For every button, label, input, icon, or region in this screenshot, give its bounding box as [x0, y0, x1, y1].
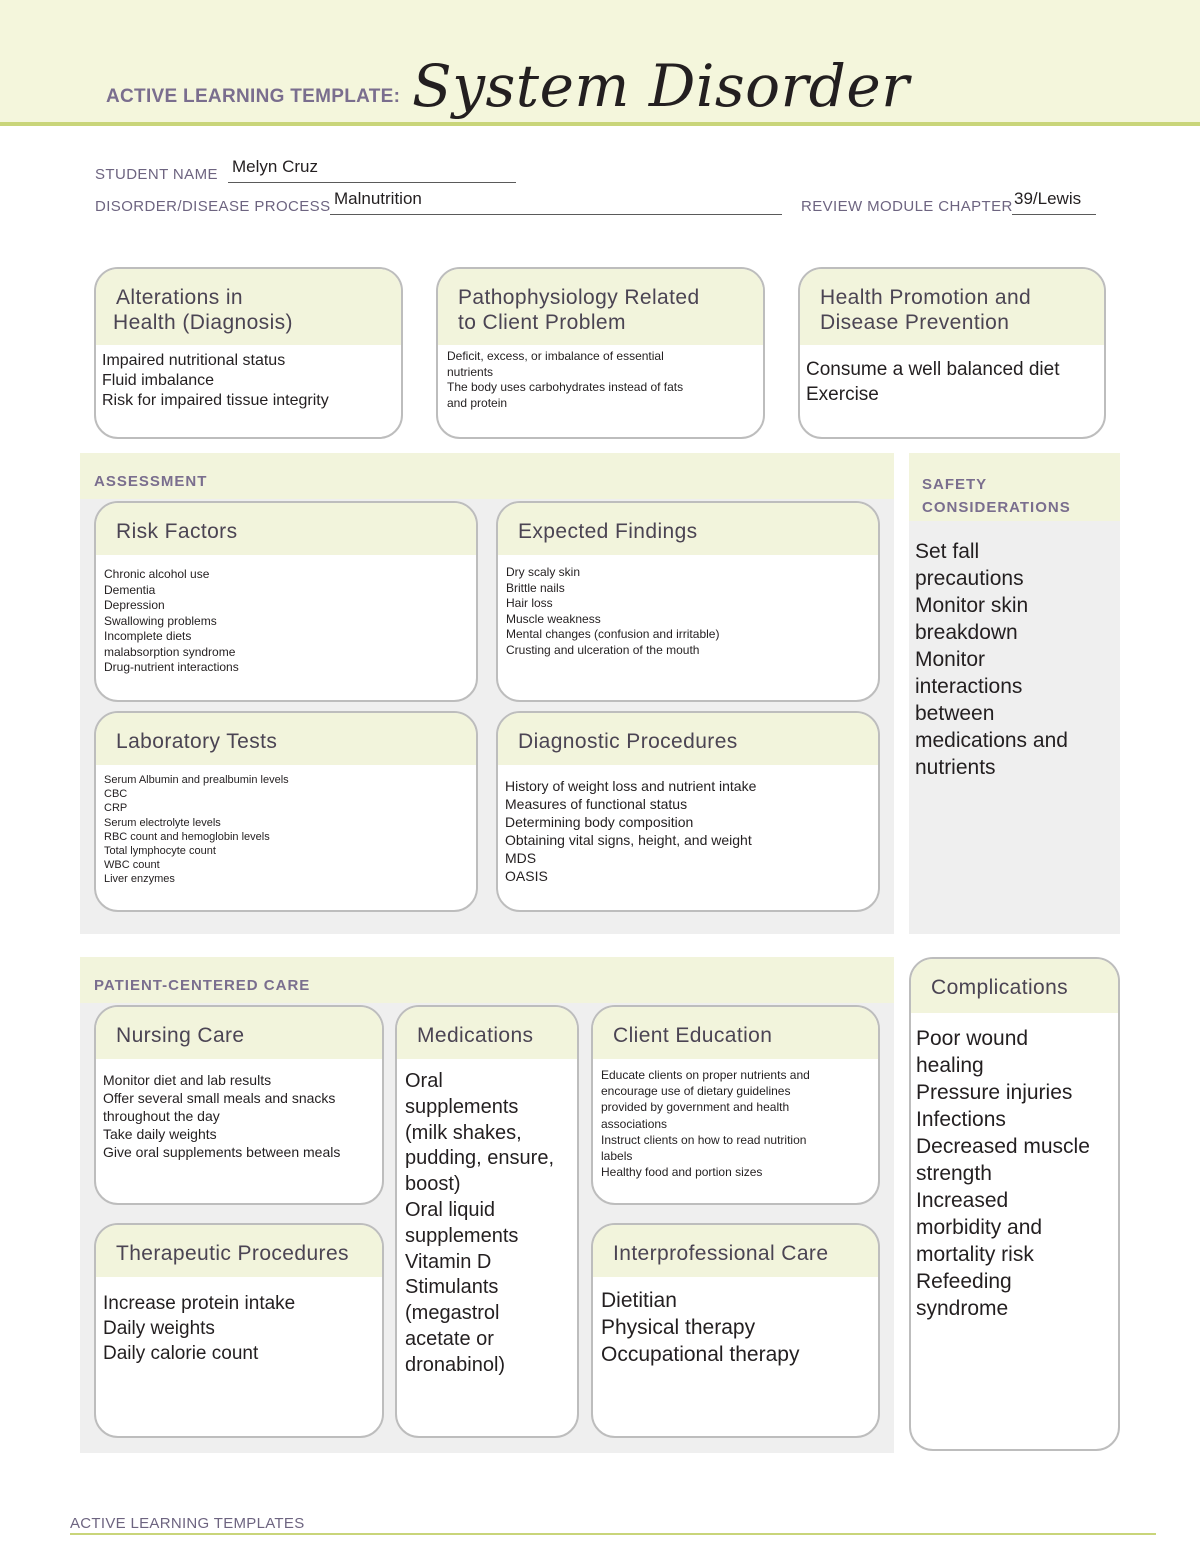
list-item: Healthy food and portion sizes — [601, 1165, 763, 1180]
list-item: Refeeding — [916, 1270, 1012, 1293]
list-item: Hair loss — [506, 596, 553, 610]
list-item: healing — [916, 1054, 984, 1077]
list-item: Serum Albumin and prealbumin levels — [104, 774, 289, 786]
list-item: nutrients — [915, 756, 996, 779]
safety-content — [915, 538, 1068, 781]
nursing-care-title: Nursing Care — [96, 1007, 382, 1059]
list-item: History of weight loss and nutrient intake — [505, 778, 757, 794]
footer-text: ACTIVE LEARNING TEMPLATES — [70, 1515, 305, 1532]
list-item: Liver enzymes — [104, 873, 175, 886]
list-item: Educate clients on proper nutrients and — [601, 1068, 810, 1082]
list-item: CBC — [104, 788, 128, 801]
list-item: Swallowing problems — [104, 613, 217, 628]
therapeutic-procedures-title: Therapeutic Procedures — [96, 1225, 382, 1277]
complications-box — [909, 957, 1120, 1451]
disorder-field[interactable] — [330, 189, 782, 215]
template-title: System Disorder — [412, 52, 910, 120]
therapeutic-procedures-box — [94, 1223, 384, 1438]
list-item: boost) — [405, 1173, 461, 1196]
list-item: mortality risk — [916, 1243, 1034, 1266]
list-item: Monitor diet and lab results — [103, 1072, 272, 1088]
list-item: Occupational therapy — [601, 1343, 800, 1366]
risk-factors-title: Risk Factors — [96, 503, 476, 555]
template-label: ACTIVE LEARNING TEMPLATE: — [106, 86, 401, 107]
health-promotion-content — [800, 345, 1104, 407]
list-item: associations — [601, 1116, 668, 1131]
list-item: Chronic alcohol use — [104, 567, 210, 581]
list-item: Take daily weights — [103, 1126, 217, 1142]
list-item: Increased — [916, 1189, 1009, 1212]
list-item: and protein — [447, 395, 508, 410]
list-item: throughout the day — [103, 1108, 220, 1124]
list-item: MDS — [505, 850, 537, 866]
client-education-box — [591, 1005, 880, 1205]
health-promotion-box — [798, 267, 1106, 439]
list-item: (megastrol — [405, 1302, 500, 1325]
list-item: Stimulants — [405, 1276, 499, 1299]
pathophysiology-title: Pathophysiology Related to Client Problem — [438, 269, 763, 345]
list-item: morbidity and — [916, 1216, 1043, 1239]
expected-findings-content — [498, 555, 878, 658]
list-item: Increase protein intake — [103, 1293, 296, 1314]
list-item: pudding, ensure, — [405, 1147, 555, 1170]
list-item: Poor wound — [916, 1027, 1029, 1050]
nursing-care-content — [96, 1059, 382, 1161]
list-item: nutrients — [447, 364, 494, 379]
list-item: Daily weights — [103, 1318, 215, 1339]
list-item: The body uses carbohydrates instead of fats — [447, 380, 684, 394]
complications-title: Complications — [911, 959, 1118, 1013]
laboratory-tests-title: Laboratory Tests — [96, 713, 476, 765]
pathophysiology-box — [436, 267, 765, 439]
disorder-value: Malnutrition — [334, 189, 422, 208]
client-education-title: Client Education — [593, 1007, 878, 1059]
list-item: Dry scaly skin — [506, 565, 581, 579]
list-item: between — [915, 702, 995, 725]
patient-care-title: PATIENT-CENTERED CARE — [94, 977, 311, 994]
list-item: CRP — [104, 802, 128, 815]
student-name-field[interactable] — [228, 157, 516, 183]
diagnostic-procedures-content — [498, 765, 878, 885]
alterations-content — [96, 345, 401, 411]
list-item: (milk shakes, — [405, 1121, 522, 1144]
list-item: Determining body composition — [505, 814, 694, 830]
list-item: dronabinol) — [405, 1353, 506, 1376]
list-item: Daily calorie count — [103, 1343, 259, 1364]
interprofessional-care-content — [593, 1277, 878, 1368]
client-education-content — [593, 1059, 878, 1180]
student-name-label: STUDENT NAME — [95, 166, 218, 183]
laboratory-tests-box — [94, 711, 478, 912]
list-item: Physical therapy — [601, 1316, 756, 1339]
list-item: Muscle weakness — [506, 611, 601, 626]
header-rule — [0, 122, 1200, 126]
list-item: Depression — [104, 598, 165, 612]
list-item: OASIS — [505, 868, 548, 884]
list-item: strength — [916, 1162, 992, 1185]
expected-findings-title: Expected Findings — [498, 503, 878, 555]
list-item: Offer several small meals and snacks — [103, 1090, 336, 1106]
list-item: Fluid imbalance — [102, 372, 215, 389]
list-item: Exercise — [806, 384, 879, 405]
list-item: Give oral supplements between meals — [103, 1144, 341, 1160]
medications-box — [395, 1005, 579, 1438]
list-item: Set fall — [915, 540, 980, 563]
list-item: Drug-nutrient interactions — [104, 660, 239, 674]
list-item: syndrome — [916, 1297, 1009, 1320]
diagnostic-procedures-title: Diagnostic Procedures — [498, 713, 878, 765]
nursing-care-box — [94, 1005, 384, 1205]
list-item: interactions — [915, 675, 1023, 698]
list-item: Deficit, excess, or imbalance of essential — [447, 349, 664, 363]
list-item: malabsorption syndrome — [104, 644, 236, 659]
chapter-label: REVIEW MODULE CHAPTER — [801, 198, 1013, 215]
list-item: precautions — [915, 567, 1024, 590]
list-item: Instruct clients on how to read nutrition — [601, 1132, 807, 1147]
list-item: Serum electrolyte levels — [104, 816, 221, 829]
pathophysiology-content — [438, 345, 763, 411]
list-item: Impaired nutritional status — [102, 352, 286, 369]
list-item: Decreased muscle — [916, 1135, 1090, 1158]
list-item: Infections — [916, 1108, 1006, 1131]
list-item: RBC count and hemoglobin levels — [104, 830, 270, 843]
medications-title: Medications — [397, 1007, 577, 1059]
list-item: Dietitian — [601, 1289, 677, 1312]
list-item: Pressure injuries — [916, 1081, 1073, 1104]
list-item: Obtaining vital signs, height, and weight — [505, 832, 752, 848]
laboratory-tests-content — [96, 765, 476, 887]
safety-title: SAFETY CONSIDERATIONS — [922, 476, 1071, 516]
list-item: supplements — [405, 1095, 519, 1118]
list-item: Monitor skin — [915, 594, 1029, 617]
list-item: Crusting and ulceration of the mouth — [506, 642, 700, 657]
list-item: Total lymphocyte count — [104, 845, 216, 858]
interprofessional-care-title: Interprofessional Care — [593, 1225, 878, 1277]
assessment-title: ASSESSMENT — [94, 473, 208, 490]
list-item: Brittle nails — [506, 580, 565, 595]
list-item: acetate or — [405, 1327, 494, 1350]
list-item: Monitor — [915, 648, 986, 671]
list-item: Dementia — [104, 582, 156, 597]
chapter-field[interactable] — [1012, 189, 1096, 215]
risk-factors-content — [96, 555, 476, 676]
list-item: labels — [601, 1149, 633, 1164]
alterations-title: Alterations in Health (Diagnosis) — [96, 269, 401, 345]
chapter-value: 39/Lewis — [1014, 189, 1082, 208]
list-item: Incomplete diets — [104, 629, 192, 643]
list-item: Risk for impaired tissue integrity — [102, 392, 329, 409]
medications-content — [397, 1059, 577, 1379]
alterations-box — [94, 267, 403, 439]
diagnostic-procedures-box — [496, 711, 880, 912]
list-item: breakdown — [915, 621, 1018, 644]
risk-factors-box — [94, 501, 478, 702]
list-item: encourage use of dietary guidelines — [601, 1084, 791, 1099]
list-item: Mental changes (confusion and irritable) — [506, 627, 720, 641]
footer-rule — [70, 1533, 1156, 1535]
disorder-label: DISORDER/DISEASE PROCESS — [95, 198, 331, 215]
list-item: provided by government and health — [601, 1100, 790, 1115]
interprofessional-care-box — [591, 1223, 880, 1438]
health-promotion-title: Health Promotion and Disease Prevention — [800, 269, 1104, 345]
list-item: Oral — [405, 1070, 443, 1092]
list-item: Measures of functional status — [505, 796, 688, 812]
list-item: Vitamin D — [405, 1250, 492, 1273]
list-item: Oral liquid — [405, 1198, 496, 1221]
student-name-value: Melyn Cruz — [232, 157, 318, 176]
list-item: WBC count — [104, 859, 160, 872]
list-item: Consume a well balanced diet — [806, 359, 1060, 380]
expected-findings-box — [496, 501, 880, 702]
complications-content — [911, 1013, 1118, 1322]
list-item: medications and — [915, 729, 1068, 752]
list-item: supplements — [405, 1224, 519, 1247]
therapeutic-procedures-content — [96, 1277, 382, 1366]
